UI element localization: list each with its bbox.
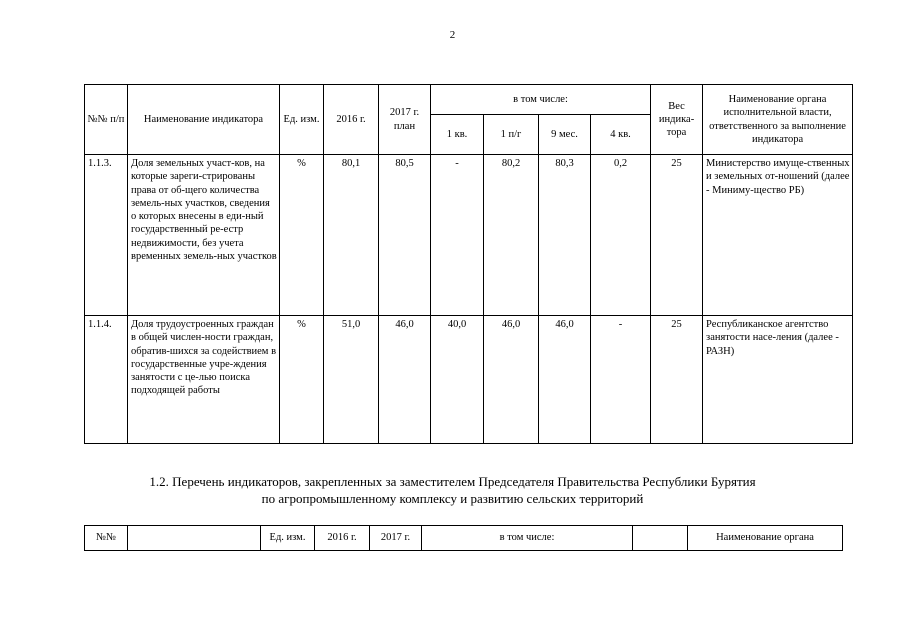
- header-2017: 2017 г.: [370, 526, 422, 551]
- row-num: 1.1.3.: [85, 155, 128, 316]
- section-title: [0, 473, 905, 507]
- table-row: [85, 316, 853, 444]
- header-2016: 2016 г.: [324, 85, 379, 155]
- row-9m: 80,3: [539, 155, 591, 316]
- header-2016: 2016 г.: [315, 526, 370, 551]
- header-unit: Ед. изм.: [261, 526, 315, 551]
- row-h1: 80,2: [484, 155, 539, 316]
- section-title-line-1: 1.2. Перечень индикаторов, закрепленных за заместителем Председателя Правительства Республики Бурятия: [149, 474, 756, 489]
- page-number: 2: [449, 29, 456, 41]
- header-weight: [633, 526, 688, 551]
- row-weight: 25: [651, 316, 703, 444]
- header-q1: 1 кв.: [431, 115, 484, 155]
- header-weight: Вес индика-тора: [651, 85, 703, 155]
- table2-header-row: [85, 526, 843, 551]
- row-q4: -: [591, 316, 651, 444]
- row-q4: 0,2: [591, 155, 651, 316]
- header-name: [128, 526, 261, 551]
- indicators-table: [84, 84, 853, 444]
- header-h1: 1 п/г: [484, 115, 539, 155]
- header-9m: 9 мес.: [539, 115, 591, 155]
- row-indicator-name: Доля земельных участ-ков, на которые зареги-стрированы права от об-щего количества земель-ных участков, сведения о которых внесены в еди-ный государственный ре-естр недвижимости, без учета временных земель-ных участков: [128, 155, 280, 316]
- header-name: Наименование индикатора: [128, 85, 280, 155]
- row-unit: %: [280, 155, 324, 316]
- table-row: [85, 155, 853, 316]
- row-2017: 80,5: [379, 155, 431, 316]
- header-org: Наименование органа исполнительной власти, ответственного за выполнение индикатора: [703, 85, 853, 155]
- row-h1: 46,0: [484, 316, 539, 444]
- header-2017: 2017 г. план: [379, 85, 431, 155]
- row-2016: 80,1: [324, 155, 379, 316]
- row-q1: -: [431, 155, 484, 316]
- header-including: в том числе:: [422, 526, 633, 551]
- header-num: №№: [85, 526, 128, 551]
- section-title-line-2: по агропромышленному комплексу и развитию сельских территорий: [261, 491, 644, 506]
- row-unit: %: [280, 316, 324, 444]
- row-q1: 40,0: [431, 316, 484, 444]
- row-2016: 51,0: [324, 316, 379, 444]
- row-num: 1.1.4.: [85, 316, 128, 444]
- header-org: Наименование органа: [688, 526, 843, 551]
- indicators-table-2: [84, 525, 843, 551]
- header-q4: 4 кв.: [591, 115, 651, 155]
- row-indicator-name: Доля трудоустроенных граждан в общей числен-ности граждан, обратив-шихся за содействием в государственные учре-ждения занятости с це-лью поиска подходящей работы: [128, 316, 280, 444]
- row-org: Министерство имуще-ственных и земельных от-ношений (далее - Миниму-щество РБ): [703, 155, 853, 316]
- row-org: Республиканское агентство занятости насе-ления (далее - РАЗН): [703, 316, 853, 444]
- header-unit: Ед. изм.: [280, 85, 324, 155]
- row-9m: 46,0: [539, 316, 591, 444]
- header-num: №№ п/п: [85, 85, 128, 155]
- row-2017: 46,0: [379, 316, 431, 444]
- row-weight: 25: [651, 155, 703, 316]
- header-including: в том числе:: [431, 85, 651, 115]
